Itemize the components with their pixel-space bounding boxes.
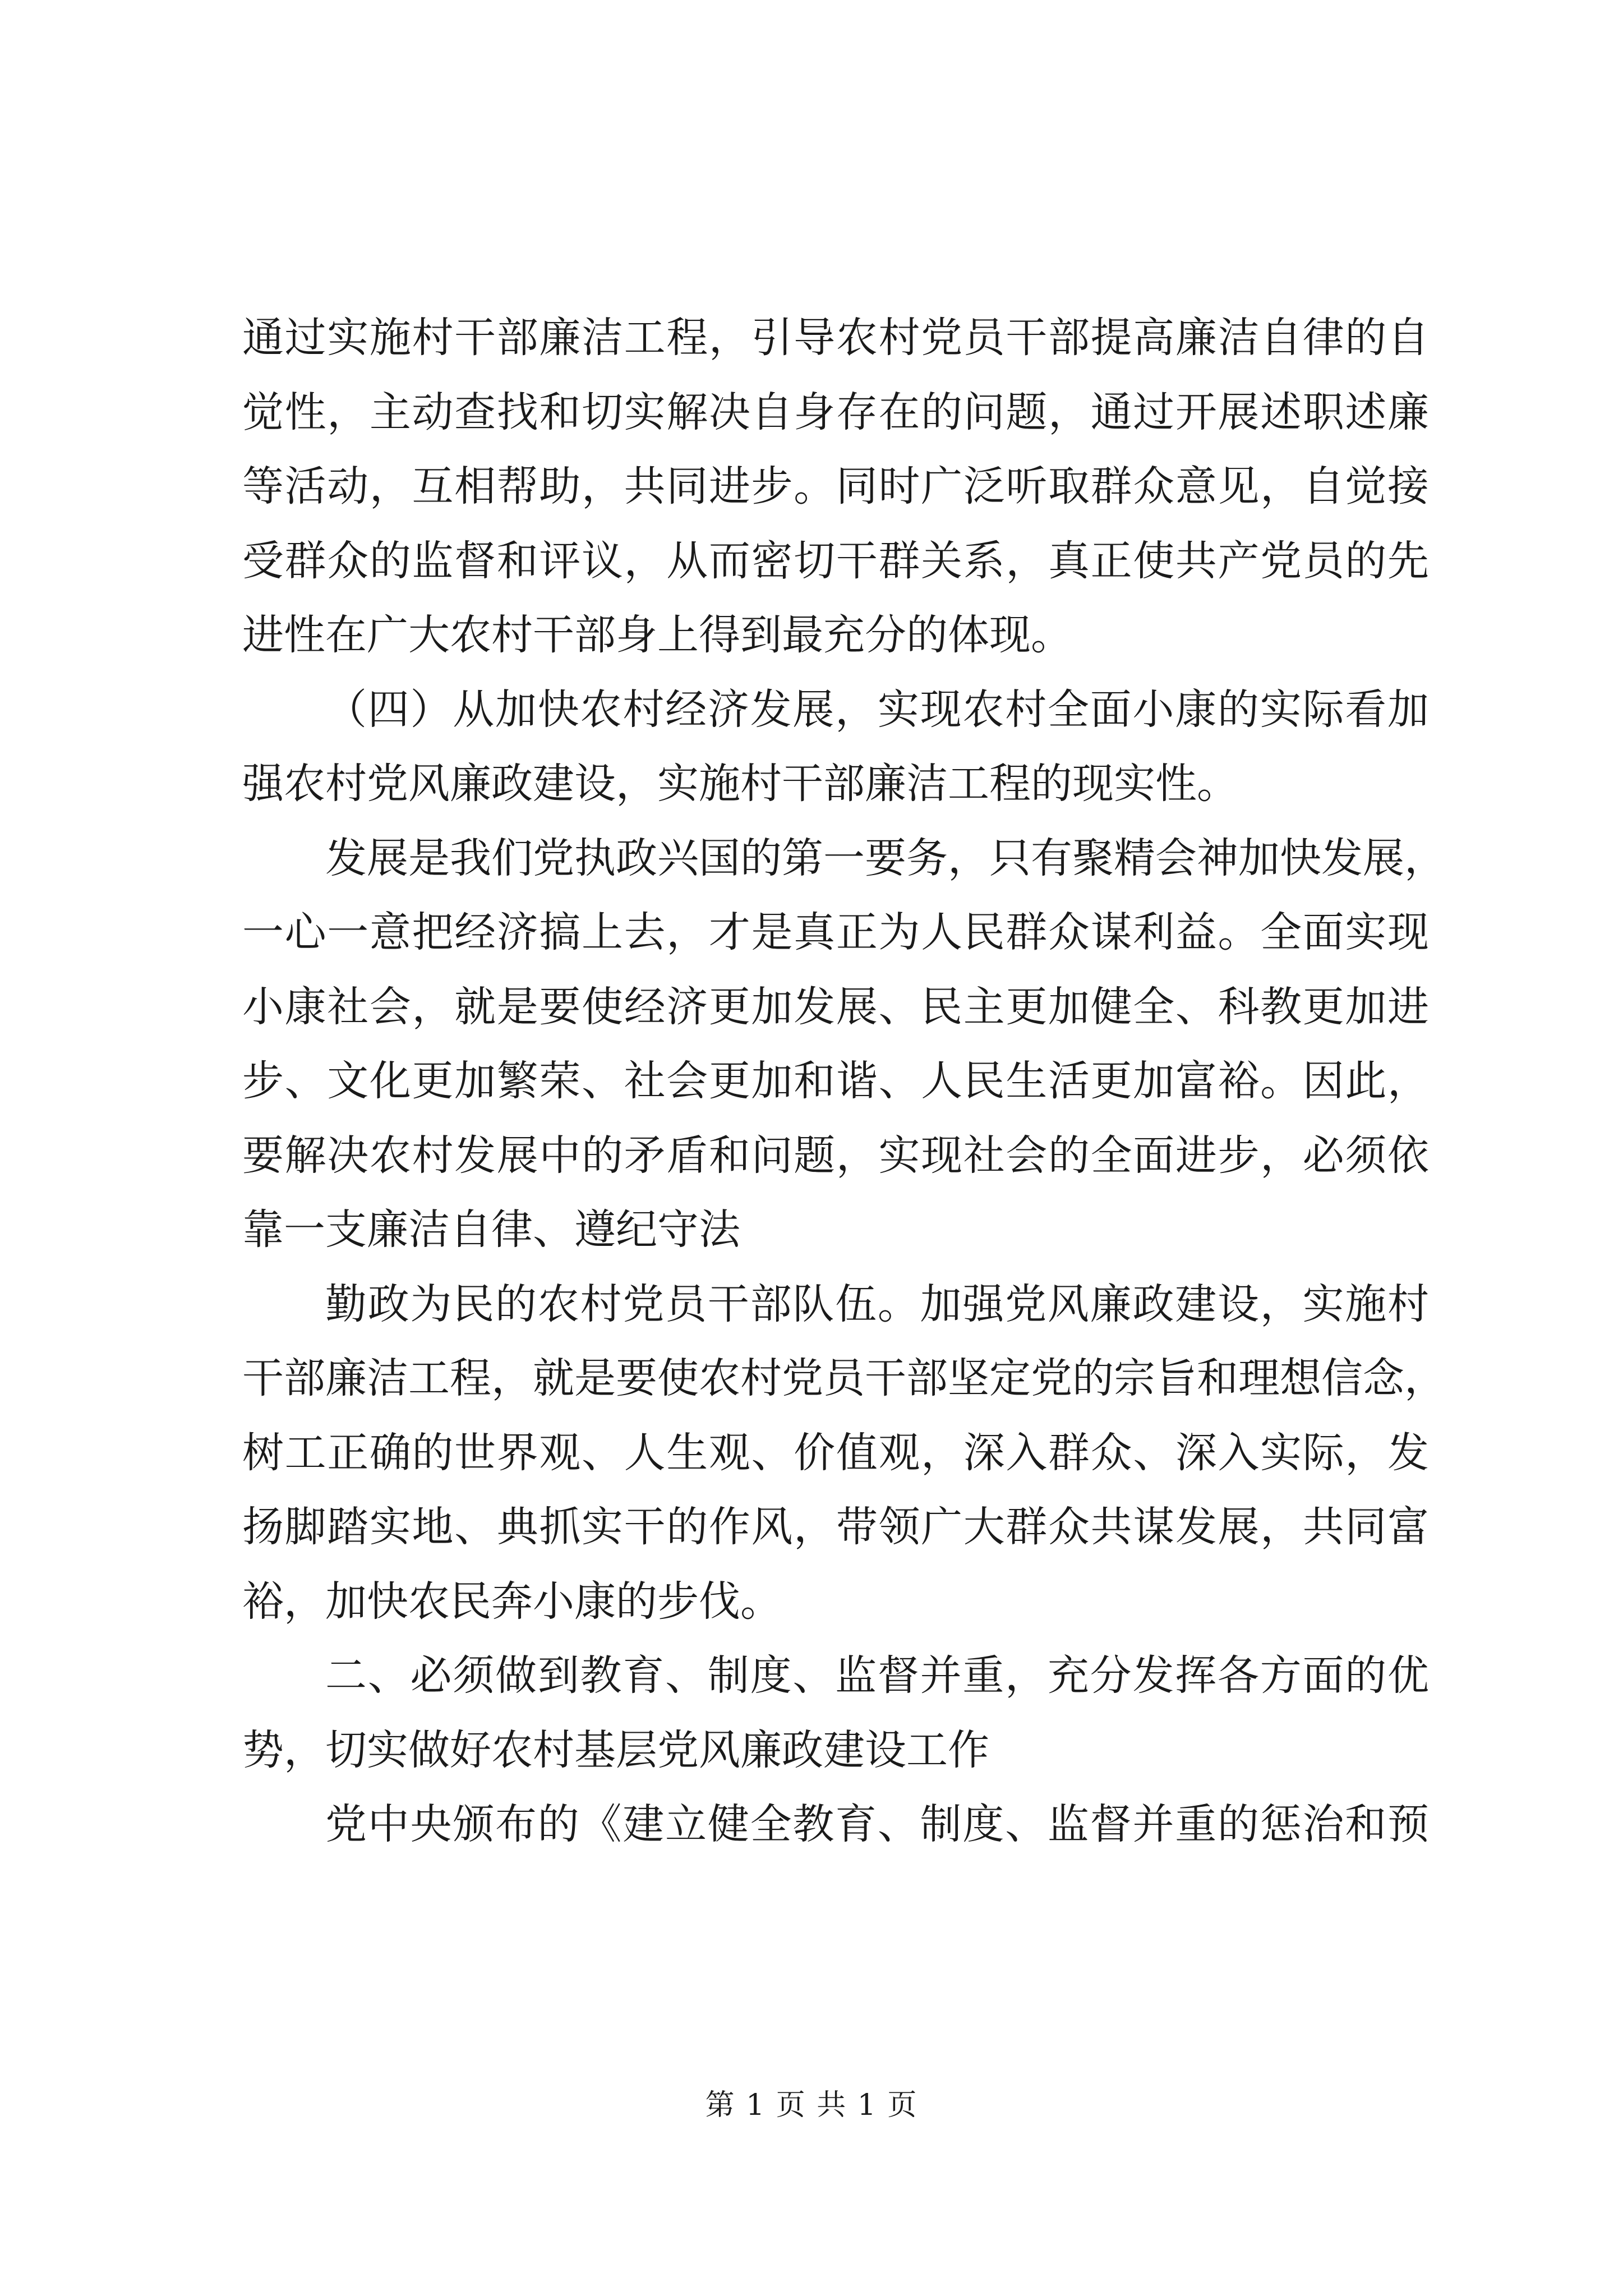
body-line: 要解决农村发展中的矛盾和问题，实现社会的全面进步，必须依 — [242, 1131, 1429, 1180]
body-line: 靠一支廉洁自律、遵纪守法 — [242, 1205, 740, 1254]
body-line: 裕，加快农民奔小康的步伐。 — [242, 1577, 782, 1626]
page-number-footer: 第 1 页 共 1 页 — [705, 2088, 918, 2122]
body-line: 受群众的监督和评议，从而密切干群关系，真正使共产党员的先 — [242, 536, 1429, 585]
body-line: 党中央颁布的《建立健全教育、制度、监督并重的惩治和预 — [325, 1800, 1429, 1848]
body-line: 树工正确的世界观、人生观、价值观，深入群众、深入实际，发 — [242, 1428, 1429, 1477]
body-line: 小康社会，就是要使经济更加发展、民主更加健全、科教更加进 — [242, 982, 1429, 1031]
document-body — [242, 301, 1446, 1862]
section-heading-line: （四）从加快农村经济发展，实现农村全面小康的实际看加 — [325, 685, 1429, 734]
body-line: 进性在广大农村干部身上得到最充分的体现。 — [242, 611, 1072, 659]
body-line: 一心一意把经济搞上去，才是真正为人民群众谋利益。全面实现 — [242, 908, 1429, 956]
section-heading-line: 二、必须做到教育、制度、监督并重，充分发挥各方面的优 — [325, 1651, 1429, 1700]
body-line: 步、文化更加繁荣、社会更加和谐、人民生活更加富裕。因此， — [242, 1057, 1429, 1105]
body-line: 发展是我们党执政兴国的第一要务，只有聚精会神加快发展， — [325, 834, 1446, 882]
body-line: 干部廉洁工程，就是要使农村党员干部坚定党的宗旨和理想信念， — [242, 1354, 1446, 1402]
body-line: 觉性，主动查找和切实解决自身存在的问题，通过开展述职述廉 — [242, 388, 1429, 436]
section-heading-line: 势，切实做好农村基层党风廉政建设工作 — [242, 1726, 989, 1774]
body-line: 扬脚踏实地、典抓实干的作风，带领广大群众共谋发展，共同富 — [242, 1503, 1429, 1551]
section-heading-line: 强农村党风廉政建设，实施村干部廉洁工程的现实性。 — [242, 760, 1238, 808]
body-line: 勤政为民的农村党员干部队伍。加强党风廉政建设，实施村 — [325, 1280, 1429, 1328]
body-line: 通过实施村干部廉洁工程，引导农村党员干部提高廉洁自律的自 — [242, 314, 1429, 362]
body-line: 等活动，互相帮助，共同进步。同时广泛听取群众意见，自觉接 — [242, 462, 1429, 510]
